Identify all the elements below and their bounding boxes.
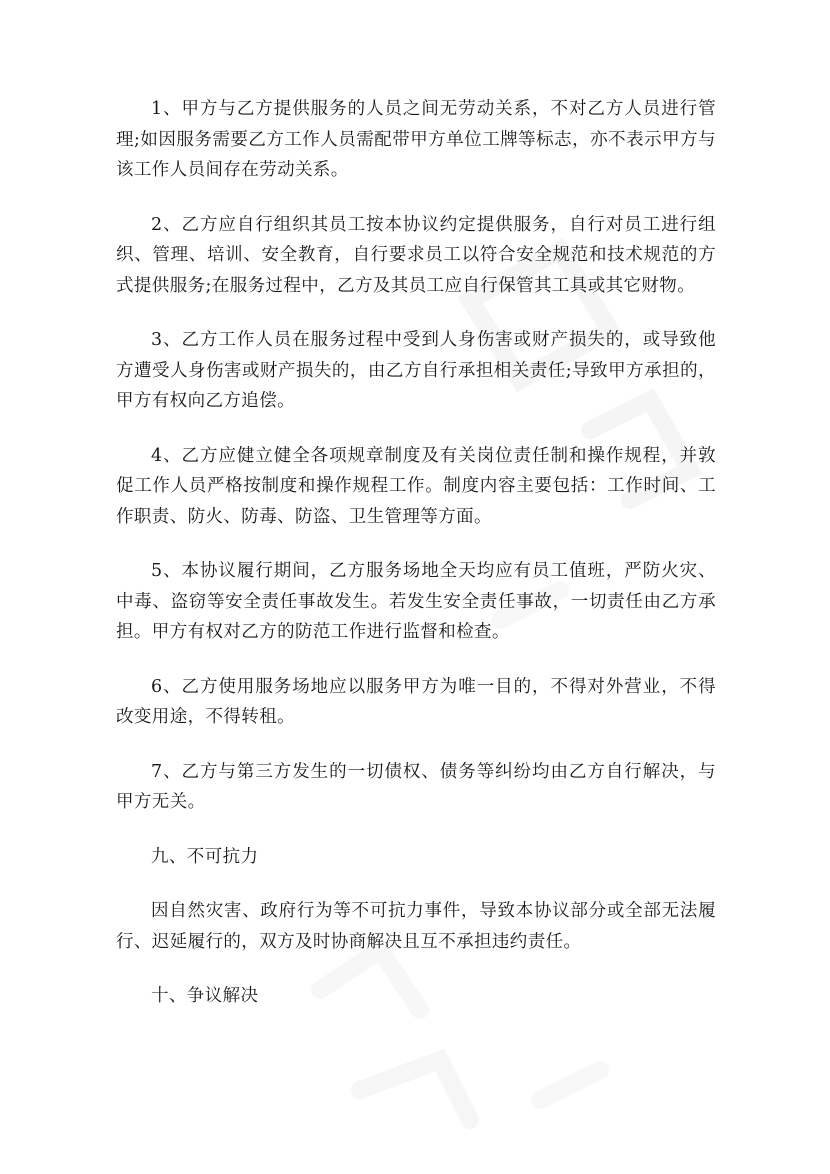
paragraph-clause-3: 3、乙方工作人员在服务过程中受到人身伤害或财产损失的，或导致他方遭受人身伤害或财产损失的，由乙方自行承担相关责任;导致甲方承担的，甲方有权向乙方追偿。 — [116, 330, 716, 411]
document-body — [116, 94, 716, 1036]
paragraph-clause-7: 7、乙方与第三方发生的一切债权、债务等纠纷均由乙方自行解决，与甲方无关。 — [116, 761, 716, 812]
paragraph-clause-2: 2、乙方应自行组织其员工按本协议约定提供服务，自行对员工进行组织、管理、培训、安全教育，自行要求员工以符合安全规范和技术规范的方式提供服务;在服务过程中，乙方及其员工应自行保管其工具或其它财物。 — [116, 214, 716, 296]
paragraph-clause-4: 4、乙方应健立健全各项规章制度及有关岗位责任制和操作规程，并敦促工作人员严格按制度和操作规程工作。制度内容主要包括：工作时间、工作职责、防火、防毒、防盗、卫生管理等方面。 — [116, 445, 716, 527]
paragraph-force-majeure: 因自然灾害、政府行为等不可抗力事件，导致本协议部分或全部无法履行、迟延履行的，双方及时协商解决且互不承担违约责任。 — [116, 901, 716, 952]
section-heading-dispute-resolution: 十、争议解决 — [151, 986, 259, 1006]
section-heading-force-majeure: 九、不可抗力 — [151, 846, 259, 867]
paragraph-clause-1: 1、甲方与乙方提供服务的人员之间无劳动关系，不对乙方人员进行管理;如因服务需要乙方工作人员需配带甲方单位工牌等标志，亦不表示甲方与该工作人员间存在劳动关系。 — [116, 99, 716, 180]
paragraph-clause-6: 6、乙方使用服务场地应以服务甲方为唯一目的，不得对外营业，不得改变用途，不得转租。 — [116, 676, 716, 727]
paragraph-clause-5: 5、本协议履行期间，乙方服务场地全天均应有员工值班，严防火灾、中毒、盗窃等安全责任事故发生。若发生安全责任事故，一切责任由乙方承担。甲方有权对乙方的防范工作进行监督和检查。 — [116, 561, 716, 642]
